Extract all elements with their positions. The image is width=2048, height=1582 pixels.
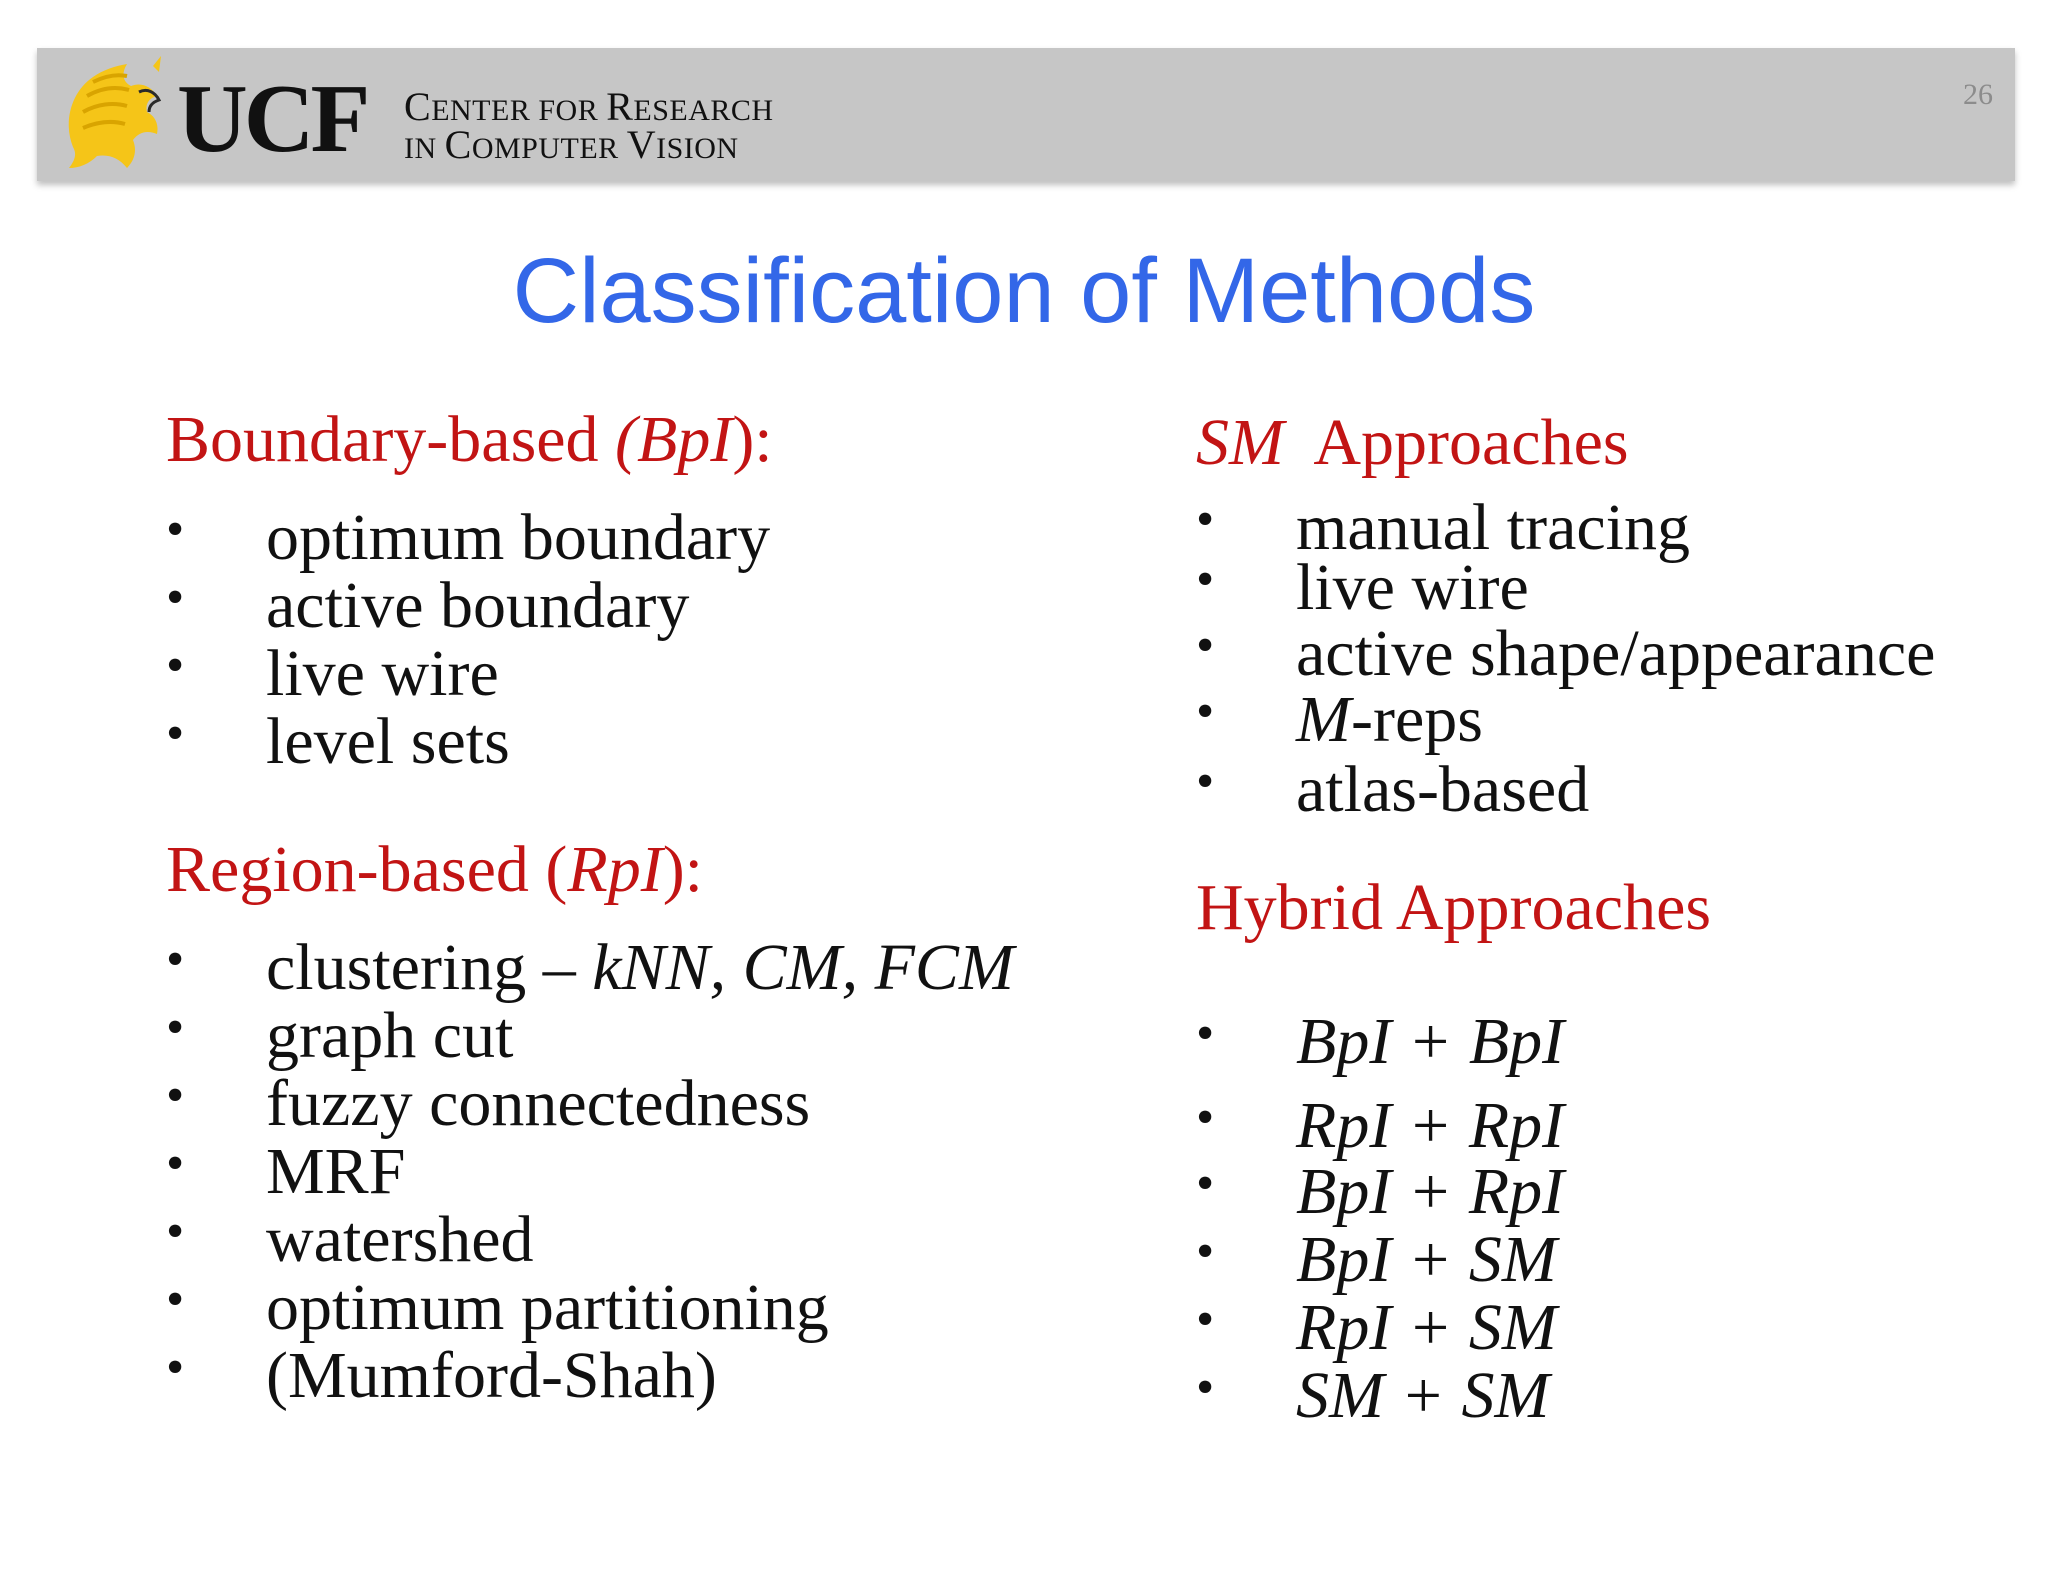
region-heading: Region-based (RpI):: [166, 833, 704, 906]
pegasus-logo-icon: [53, 52, 173, 177]
center-name-line1: CENTER FOR RESEARCH: [404, 84, 774, 129]
boundary-heading: Boundary-based (BpI):: [166, 403, 773, 476]
slide-title: Classification of Methods: [512, 240, 1536, 342]
sm-heading: SM Approaches: [1196, 406, 1629, 479]
center-name-line2: IN COMPUTER VISION: [404, 122, 739, 167]
header-bar: [37, 48, 2015, 181]
page-number: 26: [1963, 78, 1993, 111]
ucf-logo-text: UCF: [177, 65, 367, 173]
hybrid-heading: Hybrid Approaches: [1196, 871, 1712, 944]
